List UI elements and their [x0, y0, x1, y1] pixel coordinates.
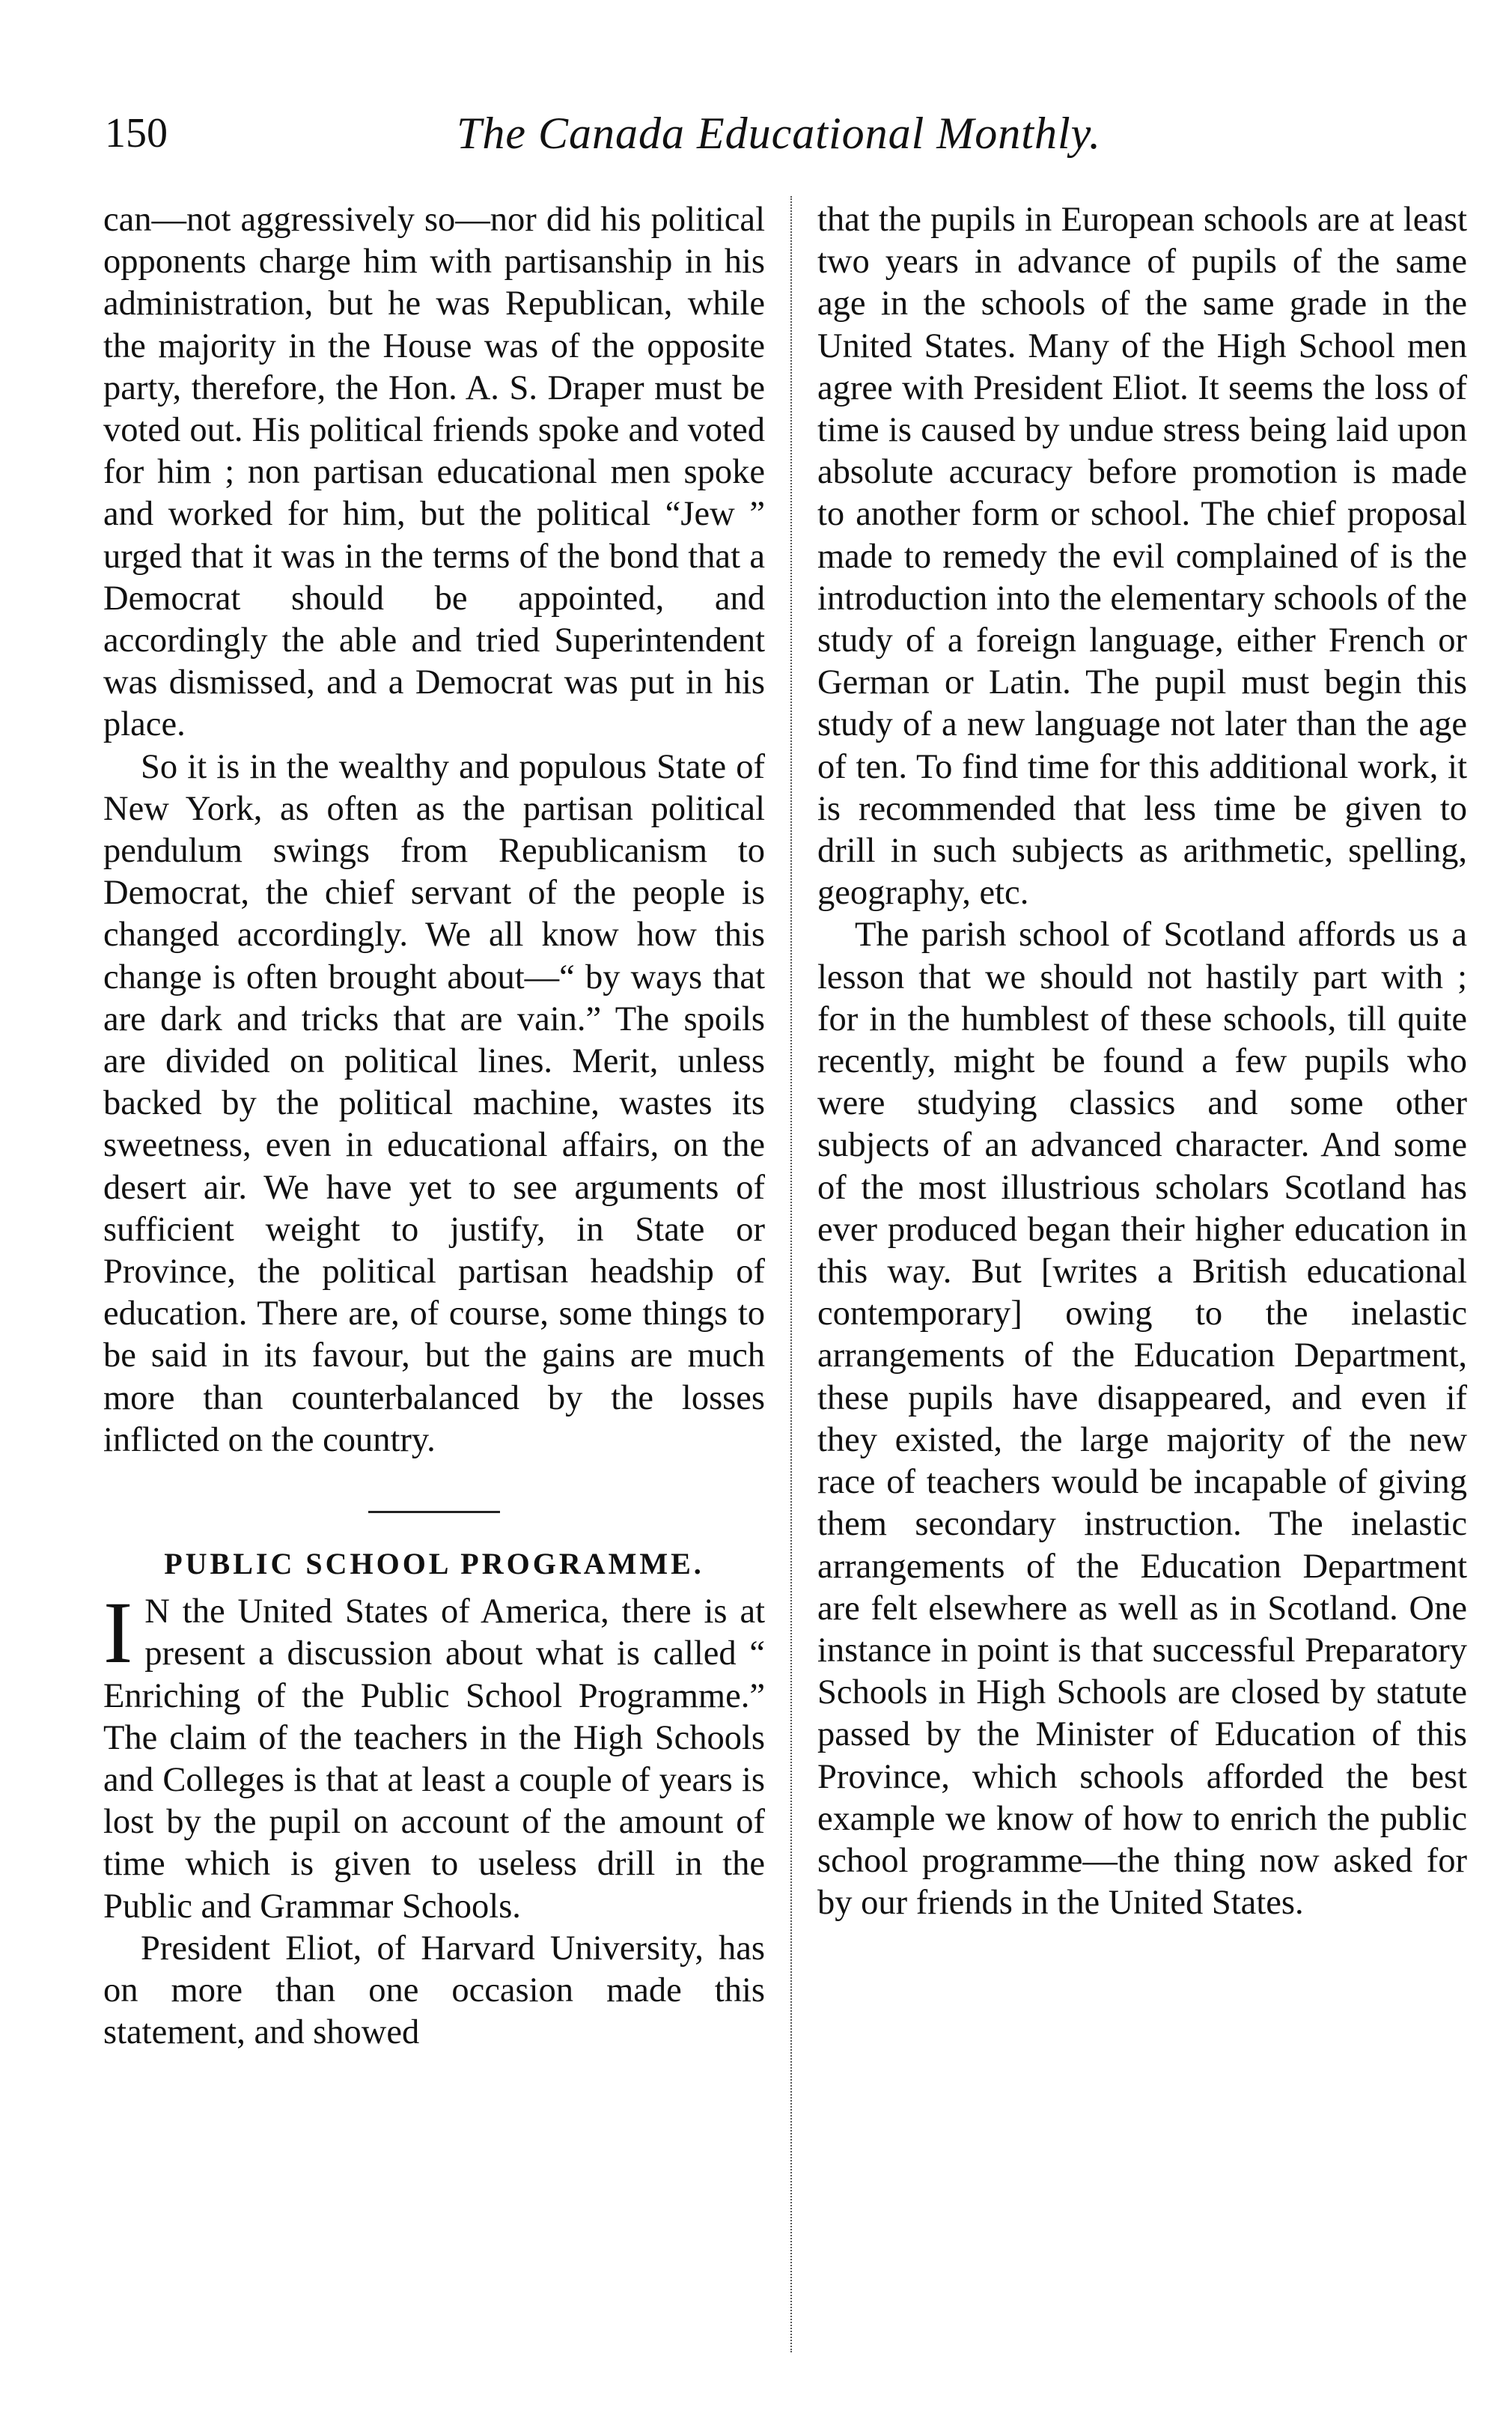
section-heading: PUBLIC SCHOOL PROGRAMME.: [164, 1547, 704, 1581]
page-number: 150: [105, 110, 168, 156]
column-divider: [790, 196, 792, 2352]
left-paragraph-2: So it is in the wealthy and populous State of New York, as often as the partisan political pendulum swings from Republicanism to Democrat, the chief servant of the people is changed accordingly. We all know how this change is often brought about—“ by ways that are dark and tricks that are vain.” The spoils are divided on political lines. Merit, unless backed by the political machine, wastes its sweetness, even in educational affairs, on the desert air. We have yet to see arguments of sufficient weight to justify, in State or Province, the political partisan headship of education. There are, of course, some things to be said in its favour, but the gains are much more than counterbalanced by the losses inflicted on the country.: [103, 747, 765, 1459]
left-paragraph-4: President Eliot, of Harvard University, has on more than one occasion made this statement, and showed: [103, 1929, 765, 2052]
running-title: The Canada Educational Monthly.: [457, 109, 1101, 158]
right-paragraph-2: The parish school of Scotland affords us a lesson that we should not hastily part with ; for in the humblest of these schools, till quite recently, might be found a few pupils who were studying classics and some other subjects of an advanced character. And some of the most illustrious scholars Scotland has ever produced began their higher education in this way. But [writes a British educational contemporary] owing to the inelastic arrangements of the Education Department, these pupils have disappeared, and even if they existed, the large majority of the new race of teachers would be incapable of giving them secondary instruction. The inelastic arrangements of the Education Department are felt elsewhere as well as in Scotland. One instance in point is that successful Preparatory Schools in High Schools are closed by statute passed by the Minister of Education of this Province, which schools afforded the best example we know of how to enrich the public school programme—the thing now asked for by our friends in the United States.: [817, 916, 1467, 1923]
left-paragraph-1: can—not aggressively so—nor did his political opponents charge him with partisanship in his administration, but he was Republican, while the majority in the House was of the opposite party, therefore, the Hon. A. S. Draper must be voted out. His political friends spoke and voted for him ; non partisan educational men spoke and worked for him, but the political “Jew ” urged that it was in the terms of the bond that a Democrat should be appointed, and accordingly the able and tried Superintendent was dismissed, and a Democrat was put in his place.: [103, 201, 765, 744]
section-rule: [368, 1511, 500, 1513]
page-header: [105, 103, 1497, 163]
right-column: [817, 199, 1467, 1924]
right-paragraph-1: that the pupils in European schools are at least two years in advance of pupils of the same age in the schools of the same grade in the United States. Many of the High School men agree with President Eliot. It seems the loss of time is caused by undue stress being laid upon absolute accuracy before promotion is made to another form or school. The chief proposal made to remedy the evil complained of is the introduction into the elementary schools of the study of a foreign language, either French or German or Latin. The pupil must begin this study of a new language not later than the age of ten. To find time for this additional work, it is recommended that less time be given to drill in such subjects as arithmetic, spelling, geography, etc.: [817, 201, 1467, 913]
left-paragraph-3-text: N the United States of America, there is at present a discussion about what is called “ Enriching of the Public School Programme.” The claim of the teachers in the High Schools and Colleges is that at least a couple of years is lost by the pupil on account of the amount of time which is given to useless drill in the Public and Grammar Schools.: [103, 1592, 765, 1926]
left-column: [103, 199, 765, 2054]
drop-cap: I: [103, 1583, 133, 1682]
left-paragraph-3: [103, 1583, 765, 1928]
